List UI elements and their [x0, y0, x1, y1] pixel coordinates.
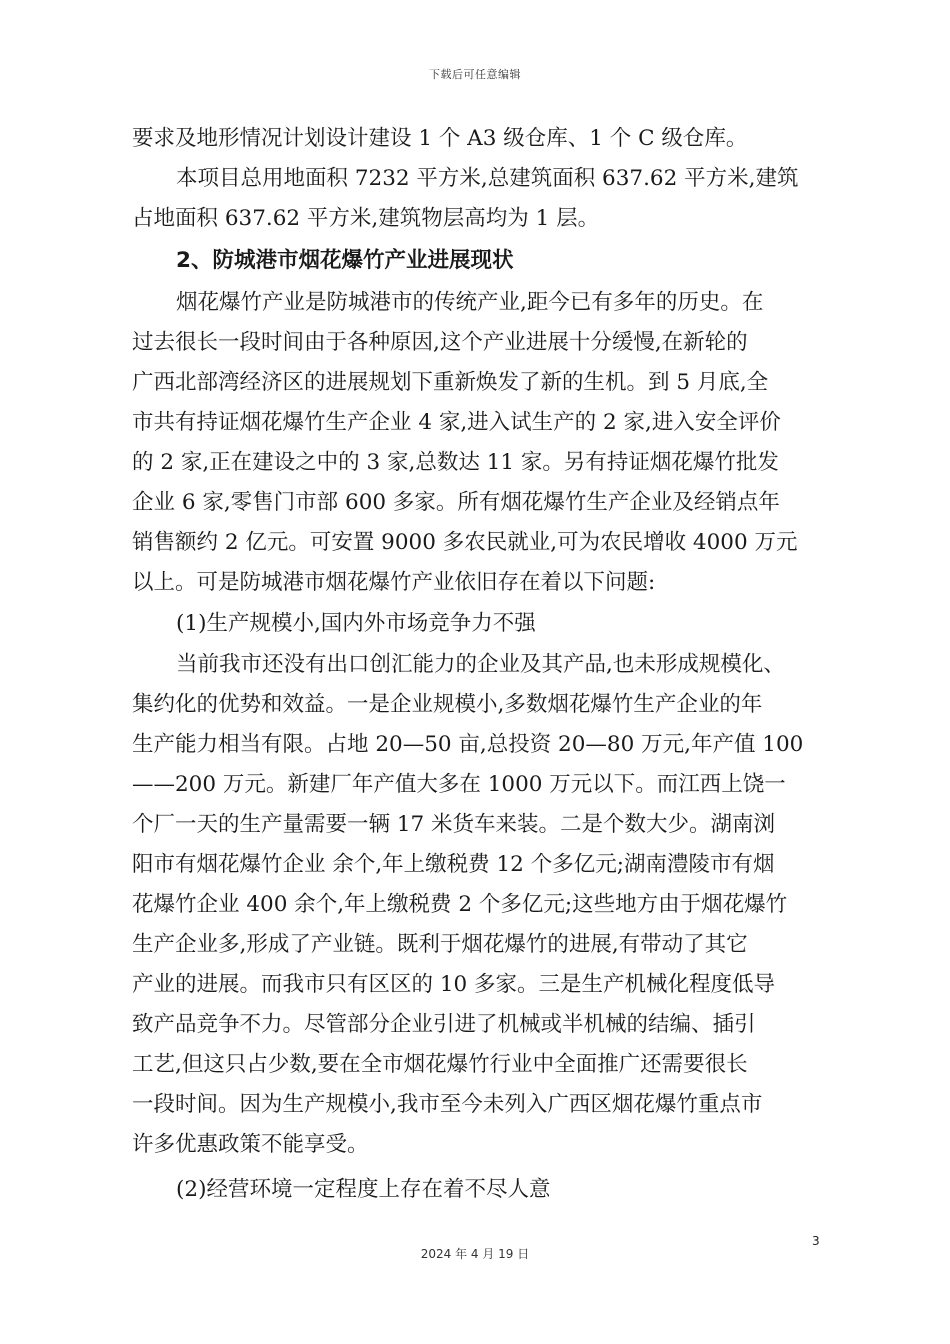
page-number: 3 — [812, 1234, 820, 1248]
paragraph-line: 一段时间。因为生产规模小,我市至今未列入广西区烟花爆竹重点市 — [132, 1092, 763, 1117]
paragraph-line: 许多优惠政策不能享受。 — [132, 1132, 369, 1157]
paragraph-line: 市共有持证烟花爆竹生产企业 4 家,进入试生产的 2 家,进入安全评价 — [132, 410, 781, 435]
subsection-heading: (1)生产规模小,国内外市场竞争力不强 — [176, 611, 536, 636]
paragraph-line: 占地面积 637.62 平方米,建筑物层高均为 1 层。 — [132, 206, 600, 231]
paragraph-line: 工艺,但这只占少数,要在全市烟花爆竹行业中全面推广还需要很长 — [132, 1052, 748, 1077]
paragraph-line: 阳市有烟花爆竹企业 余个,年上缴税费 12 个多亿元;湖南澧陵市有烟 — [132, 852, 775, 877]
paragraph-line: 致产品竞争不力。尽管部分企业引进了机械或半机械的结编、插引 — [132, 1012, 756, 1037]
section-heading: 2、防城港市烟花爆竹产业进展现状 — [176, 248, 514, 273]
paragraph-line: 以上。可是防城港市烟花爆竹产业依旧存在着以下问题: — [132, 570, 656, 595]
paragraph-line: 产业的进展。而我市只有区区的 10 多家。三是生产机械化程度低导 — [132, 972, 776, 997]
paragraph-line: 要求及地形情况计划设计建设 1 个 A3 级仓库、1 个 C 级仓库。 — [132, 126, 748, 151]
page-header: 下载后可任意编辑 — [429, 68, 521, 81]
paragraph-line: 当前我市还没有出口创汇能力的企业及其产品,也未形成规模化、 — [176, 652, 785, 677]
paragraph-line: 个厂一天的生产量需要一辆 17 米货车来装。二是个数大少。湖南浏 — [132, 812, 776, 837]
paragraph-line: 的 2 家,正在建设之中的 3 家,总数达 11 家。另有持证烟花爆竹批发 — [132, 450, 779, 475]
page-footer-date: 2024 年 4 月 19 日 — [420, 1247, 530, 1261]
paragraph-line: 生产能力相当有限。占地 20—50 亩,总投资 20—80 万元,年产值 100 — [132, 732, 804, 757]
document-body — [132, 119, 828, 1211]
paragraph-line: 企业 6 家,零售门市部 600 多家。所有烟花爆竹生产企业及经销点年 — [132, 490, 780, 515]
paragraph-line: 生产企业多,形成了产业链。既利于烟花爆竹的进展,有带动了其它 — [132, 932, 748, 957]
paragraph-line: 本项目总用地面积 7232 平方米,总建筑面积 637.62 平方米,建筑 — [176, 166, 799, 191]
paragraph-line: 集约化的优势和效益。一是企业规模小,多数烟花爆竹生产企业的年 — [132, 692, 763, 717]
subsection-heading: (2)经营环境一定程度上存在着不尽人意 — [176, 1177, 551, 1202]
paragraph-line: ——200 万元。新建厂年产值大多在 1000 万元以下。而江西上饶一 — [132, 772, 786, 797]
paragraph-line: 烟花爆竹产业是防城港市的传统产业,距今已有多年的历史。在 — [176, 290, 764, 315]
paragraph-line: 花爆竹企业 400 余个,年上缴税费 2 个多亿元;这些地方由于烟花爆竹 — [132, 892, 788, 917]
paragraph-line: 过去很长一段时间由于各种原因,这个产业进展十分缓慢,在新轮的 — [132, 330, 748, 355]
paragraph-line: 销售额约 2 亿元。可安置 9000 多农民就业,可为农民增收 4000 万元 — [132, 530, 798, 555]
paragraph-line: 广西北部湾经济区的进展规划下重新焕发了新的生机。到 5 月底,全 — [132, 370, 769, 395]
